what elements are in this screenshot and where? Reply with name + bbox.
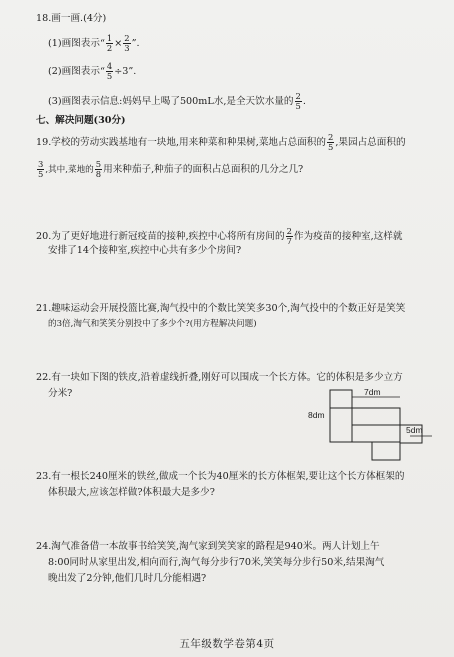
cuboid-net-diagram — [300, 385, 440, 465]
q24-line-1: 24.淘气准备借一本故事书给笑笑,淘气家到笑笑家的路程是940米。两人计划上午 — [36, 541, 380, 552]
q21-line-2: 的3倍,淘气和笑笑分别投中了多少个?(用方程解决问题) — [48, 319, 257, 329]
q22-line-2: 分米? — [48, 388, 73, 399]
net-face — [352, 408, 400, 425]
label-7dm: 7dm — [364, 387, 381, 397]
q20-line-2: 安排了14个接种室,疾控中心共有多少个房间? — [48, 245, 242, 256]
q23-line-1: 23.有一根长240厘米的铁丝,做成一个长为40厘米的长方体框架,要让这个长方体框架的 — [36, 471, 405, 482]
q19-line-2: $\frac{3}{5}$ ,其中,菜地的 $\frac{5}{8}$ 用来种茄子,种茄子的面积占总面积的几分之几? — [38, 159, 304, 179]
net-face — [330, 408, 352, 442]
section-heading: 七、解决问题(30分) — [36, 115, 126, 126]
q24-line-2: 8:00同时从家里出发,相向而行,淘气每分步行70米,笑笑每分步行50米,结果淘气 — [48, 557, 385, 568]
net-face — [372, 442, 400, 460]
q24-line-3: 晚出发了2分钟,他们几时几分能相遇? — [48, 573, 207, 584]
q18-item-3: (3)画图表示信息:妈妈早上喝了500mL水,是全天饮水量的 $\frac{2}{5}$ . — [48, 91, 306, 111]
label-5dm: 5dm — [406, 425, 423, 435]
q20-line-1: 20.为了更好地进行新冠疫苗的接种,疾控中心将所有房间的 $\frac{2}{7}$ 作为疫苗的接种室,这样就 — [36, 226, 403, 246]
q18-item-1: (1)画图表示“ $\frac{1}{2}$ × $\frac{2}{3}$ ”. — [48, 33, 140, 53]
q21-line-1: 21.趣味运动会开展投篮比赛,淘气投中的个数比笑笑多30个,淘气投中的个数正好是笑笑 — [36, 303, 406, 314]
fraction: $\frac{2}{5}$ — [295, 91, 301, 111]
label-8dm: 8dm — [308, 410, 325, 420]
q19-line-1: 19.学校的劳动实践基地有一块地,用来种菜和种果树,菜地占总面积的 $\frac{2}{5}$ ,果园占总面积的 — [36, 132, 406, 152]
net-face — [352, 425, 400, 442]
q22-line-1: 22.有一块如下图的铁皮,沿着虚线折叠,刚好可以围成一个长方体。它的体积是多少立方 — [36, 372, 403, 383]
fraction: $\frac{1}{2}$ — [106, 33, 113, 53]
q23-line-2: 体积最大,应该怎样做?体积最大是多少? — [48, 487, 215, 498]
fraction: $\frac{4}{5}$ — [106, 61, 113, 81]
net-face — [330, 390, 352, 408]
q18-item-2: (2)画图表示“ $\frac{4}{5}$ ÷3”. — [48, 61, 137, 81]
fraction: $\frac{2}{5}$ — [327, 132, 334, 152]
q18-heading: 18.画一画.(4分) — [36, 13, 107, 24]
fraction: $\frac{3}{5}$ — [38, 159, 44, 179]
fraction: $\frac{2}{7}$ — [286, 226, 292, 246]
fraction: $\frac{5}{8}$ — [95, 159, 102, 179]
page-footer: 五年级数学卷第4页 — [179, 638, 275, 650]
fraction: $\frac{2}{3}$ — [124, 33, 130, 53]
